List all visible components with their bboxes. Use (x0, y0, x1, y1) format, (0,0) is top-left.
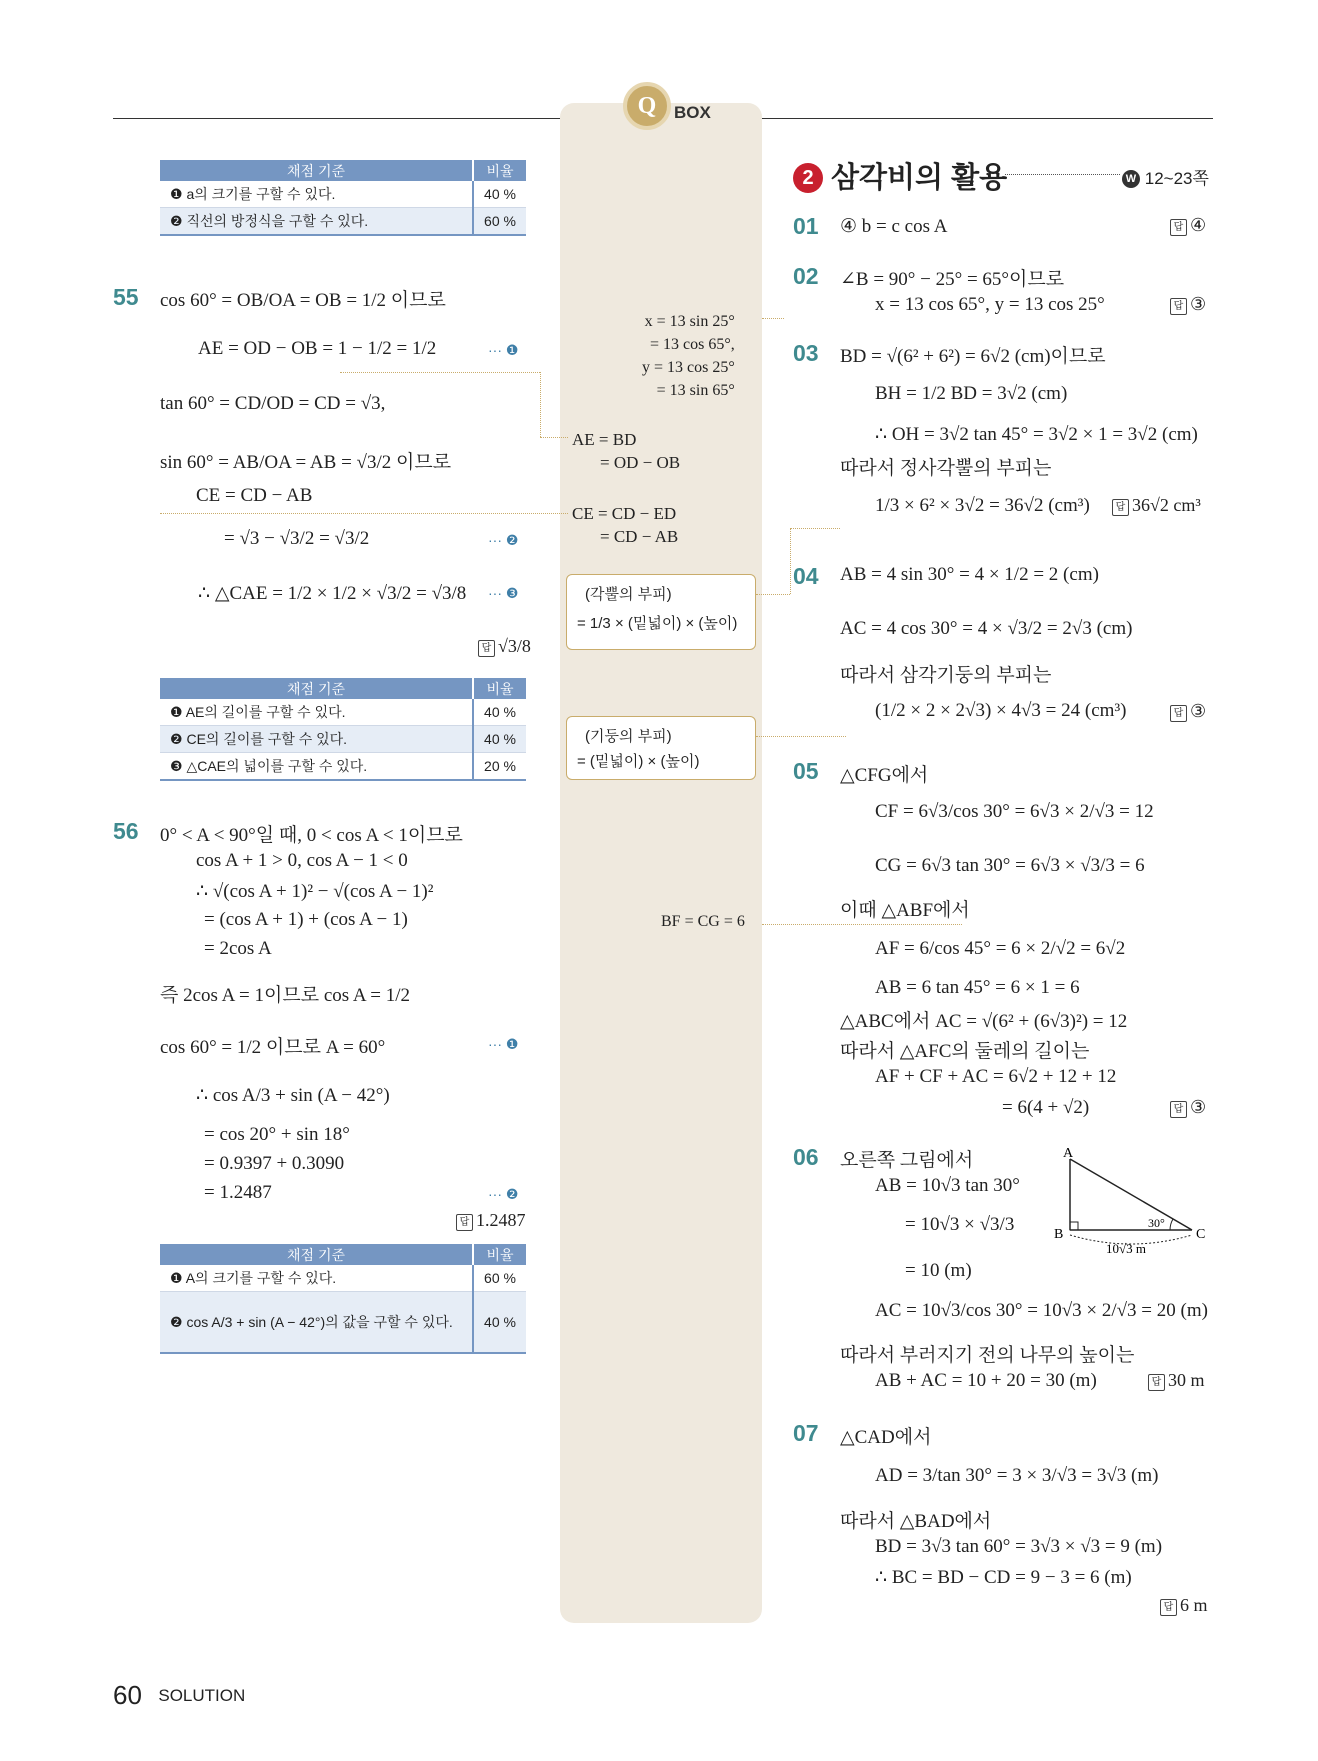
p56-line8: ∴ cos A/3 + sin (A − 42°) (196, 1085, 390, 1106)
rubric-table-55 (160, 678, 526, 781)
rubric-head-ratio: 비율 (473, 678, 526, 699)
q05-line10: = 6(4 + √2) (1002, 1097, 1090, 1118)
label-b: B (1054, 1227, 1064, 1242)
qbox-line: y = 13 cos 25° (642, 359, 735, 376)
q04-answer (1170, 701, 1206, 722)
p56-line3: ∴ √(cos A + 1)² − √(cos A − 1)² (196, 881, 434, 902)
rubric-text: CE의 길이를 구할 수 있다. (186, 731, 348, 747)
qbox-line: = 13 sin 65° (656, 382, 735, 399)
q07-answer (1160, 1595, 1208, 1616)
q04-line2: AC = 4 cos 30° = 4 × √3/2 = 2√3 (cm) (840, 618, 1133, 639)
q06-line2: AB = 10√3 tan 30° (875, 1175, 1020, 1196)
angle-arc (1170, 1219, 1173, 1230)
p56-answer (456, 1210, 526, 1231)
problem-number-55: 55 (113, 284, 139, 310)
q01-answer (1170, 215, 1206, 236)
qbox-note-1 (630, 310, 735, 402)
q06-number: 06 (793, 1144, 819, 1170)
q04-line4: (1/2 × 2 × 2√3) × 4√3 = 24 (cm³) (875, 700, 1127, 721)
connector (540, 372, 541, 437)
section-leader (1005, 174, 1120, 175)
answer-icon: 답 (1170, 705, 1187, 722)
p55-line4: sin 60° = AB/OA = AB = √3/2 이므로 (160, 452, 452, 473)
p55-line5: CE = CD − AB (196, 485, 313, 506)
qbox-line: = CD − AB (600, 527, 679, 546)
qbox-line: AE = BD (572, 430, 637, 449)
rubric-row (160, 1265, 473, 1292)
box-label: BOX (674, 103, 711, 122)
answer-icon: 답 (1170, 1101, 1187, 1118)
qbox-line: = 1/3 × (밑넓이) × (높이) (577, 615, 738, 632)
qbox-line: = OD − OB (600, 453, 681, 472)
label-a: A (1063, 1146, 1074, 1161)
rubric-ratio: 60 % (473, 208, 526, 236)
answer-icon: 답 (1170, 298, 1187, 315)
q07-number: 07 (793, 1420, 819, 1446)
q06-answer (1148, 1370, 1205, 1391)
p56-mark2: ··· ❷ (488, 1186, 519, 1202)
connector (790, 528, 791, 594)
rubric-head-ratio: 비율 (473, 160, 526, 181)
answer-value: 30 m (1168, 1370, 1205, 1390)
q03-line5: 1/3 × 6² × 3√2 = 36√2 (cm³) (875, 495, 1090, 516)
q05-answer (1170, 1097, 1206, 1118)
right-angle-mark (1070, 1222, 1078, 1230)
p56-line7: cos 60° = 1/2 이므로 A = 60° (160, 1037, 386, 1058)
rubric-head-ratio: 비율 (473, 1244, 526, 1265)
q07-line4: BD = 3√3 tan 60° = 3√3 × √3 = 9 (m) (875, 1536, 1163, 1557)
p56-line4: = (cos A + 1) + (cos A − 1) (204, 909, 408, 930)
connector (340, 372, 540, 373)
q01-text: ④ b = c cos A (840, 216, 948, 237)
qbox-line: (각뿔의 부피) (585, 586, 672, 603)
rubric-row (160, 1292, 473, 1354)
q03-line4: 따라서 정사각뿔의 부피는 (840, 458, 1052, 479)
q03-line2: BH = 1/2 BD = 3√2 (cm) (875, 383, 1068, 404)
answer-icon: 답 (1112, 499, 1129, 516)
q-badge: Q (623, 82, 671, 130)
rubric-ratio: 20 % (473, 753, 526, 781)
qbox-line: = (밑넓이) × (높이) (577, 753, 700, 770)
rubric-row (160, 208, 473, 236)
section-number: 2 (793, 163, 823, 193)
answer-icon: 답 (456, 1214, 473, 1231)
q05-line7: △ABC에서 AC = √(6² + (6√3)²) = 12 (840, 1011, 1128, 1032)
qbox-note-3 (572, 502, 678, 548)
answer-value: 6 m (1180, 1595, 1208, 1615)
qbox-line: = 13 cos 65°, (650, 336, 735, 353)
label-angle: 30° (1148, 1216, 1165, 1230)
answer-icon: 답 (478, 640, 495, 657)
rubric-mark: ❶ (170, 704, 183, 720)
q06-line6: 따라서 부러지기 전의 나무의 높이는 (840, 1345, 1135, 1366)
p55-line3: tan 60° = CD/OD = CD = √3, (160, 393, 386, 414)
rubric-mark: ❶ (170, 1270, 183, 1286)
p56-line2: cos A + 1 > 0, cos A − 1 < 0 (196, 850, 408, 871)
rubric-text: cos A/3 + sin (A − 42°)의 값을 구할 수 있다. (186, 1314, 453, 1330)
section-header (793, 155, 1007, 196)
q05-number: 05 (793, 758, 819, 784)
answer-icon: 답 (1170, 219, 1187, 236)
q05-line4: 이때 △ABF에서 (840, 900, 970, 921)
rubric-head-criteria: 채점 기준 (160, 678, 473, 699)
connector (762, 318, 784, 319)
p55-mark3: ··· ❸ (488, 585, 519, 601)
rubric-ratio: 40 % (473, 181, 526, 208)
q02-line1: ∠B = 90° − 25° = 65°이므로 (840, 269, 1065, 290)
page-number: 60 (113, 1680, 142, 1710)
rubric-ratio: 40 % (473, 699, 526, 726)
answer-value: ③ (1190, 294, 1207, 314)
q06-line4: = 10 (m) (905, 1260, 972, 1281)
p56-answer-value: 1.2487 (476, 1210, 526, 1230)
label-c: C (1196, 1227, 1206, 1242)
connector (756, 594, 790, 595)
p55-answer (478, 636, 531, 657)
qbox-prism-volume (566, 716, 756, 780)
w-badge-icon: W (1122, 170, 1140, 188)
p56-line11: = 1.2487 (204, 1182, 272, 1203)
q05-line9: AF + CF + AC = 6√2 + 12 + 12 (875, 1066, 1117, 1087)
page-footer (113, 1680, 245, 1711)
qbox-note-2 (572, 428, 680, 474)
q02-answer (1170, 294, 1206, 315)
q04-number: 04 (793, 563, 819, 589)
pages-text: 12~23쪽 (1144, 169, 1209, 188)
q06-line7: AB + AC = 10 + 20 = 30 (m) (875, 1370, 1097, 1391)
q02-number: 02 (793, 263, 819, 289)
rubric-ratio: 40 % (473, 726, 526, 753)
connector (790, 528, 840, 529)
rubric-mark: ❷ (170, 1314, 183, 1330)
p55-answer-value: √3/8 (498, 636, 531, 656)
rubric-text: AE의 길이를 구할 수 있다. (185, 704, 346, 720)
rubric-row (160, 753, 473, 781)
rubric-table-56 (160, 1244, 526, 1354)
q01-number: 01 (793, 213, 819, 239)
qbox-pyramid-volume (566, 574, 756, 650)
p55-line7: ∴ △CAE = 1/2 × 1/2 × √3/2 = √3/8 (198, 583, 467, 604)
q04-line3: 따라서 삼각기둥의 부피는 (840, 665, 1052, 686)
rubric-row (160, 181, 473, 208)
qbox-note-6: BF = CG = 6 (661, 913, 745, 930)
q06-line5: AC = 10√3/cos 30° = 10√3 × 2/√3 = 20 (m) (875, 1300, 1208, 1321)
q05-line1: △CFG에서 (840, 765, 929, 786)
connector (756, 736, 846, 737)
rubric-text: a의 크기를 구할 수 있다. (186, 186, 336, 202)
answer-value: ③ (1190, 701, 1207, 721)
q07-line3: 따라서 △BAD에서 (840, 1511, 992, 1532)
problem-number-56: 56 (113, 818, 139, 844)
p55-line6: = √3 − √3/2 = √3/2 (224, 528, 370, 549)
connector (160, 513, 568, 514)
qbox-line: CE = CD − ED (572, 504, 677, 523)
q05-line6: AB = 6 tan 45° = 6 × 1 = 6 (875, 977, 1080, 998)
q03-answer (1112, 495, 1201, 516)
q02-line2: x = 13 cos 65°, y = 13 cos 25° (875, 294, 1105, 315)
label-base: 10√3 m (1106, 1241, 1146, 1256)
p55-line2: AE = OD − OB = 1 − 1/2 = 1/2 (198, 338, 437, 359)
q05-line2: CF = 6√3/cos 30° = 6√3 × 2/√3 = 12 (875, 801, 1154, 822)
q03-line3: ∴ OH = 3√2 tan 45° = 3√2 × 1 = 3√2 (cm) (875, 424, 1198, 445)
rubric-mark: ❷ (170, 213, 183, 229)
side-ac (1070, 1159, 1192, 1230)
rubric-mark: ❶ (170, 186, 183, 202)
q05-line5: AF = 6/cos 45° = 6 × 2/√2 = 6√2 (875, 938, 1126, 959)
rubric-row (160, 726, 473, 753)
p56-line10: = 0.9397 + 0.3090 (204, 1153, 345, 1174)
p55-line1: cos 60° = OB/OA = OB = 1/2 이므로 (160, 290, 446, 311)
rubric-head-criteria: 채점 기준 (160, 160, 473, 181)
rubric-ratio: 60 % (473, 1265, 526, 1292)
answer-value: ③ (1190, 1097, 1207, 1117)
rubric-table-top (160, 160, 526, 236)
rubric-row (160, 699, 473, 726)
p56-line5: = 2cos A (204, 938, 272, 959)
p55-mark2: ··· ❷ (488, 532, 519, 548)
rubric-mark: ❸ (170, 758, 183, 774)
answer-icon: 답 (1160, 1599, 1177, 1616)
answer-value: ④ (1190, 215, 1207, 235)
rubric-text: △CAE의 넓이를 구할 수 있다. (186, 758, 368, 774)
connector (540, 437, 568, 438)
q06-line1: 오른쪽 그림에서 (840, 1150, 974, 1171)
p55-mark1: ··· ❶ (488, 342, 519, 358)
q04-line1: AB = 4 sin 30° = 4 × 1/2 = 2 (cm) (840, 564, 1099, 585)
q06-line3: = 10√3 × √3/3 (905, 1214, 1015, 1235)
p56-line9: = cos 20° + sin 18° (204, 1124, 350, 1145)
q07-line2: AD = 3/tan 30° = 3 × 3/√3 = 3√3 (m) (875, 1465, 1159, 1486)
q03-number: 03 (793, 340, 819, 366)
connector (762, 924, 962, 925)
q05-line3: CG = 6√3 tan 30° = 6√3 × √3/3 = 6 (875, 855, 1145, 876)
rubric-ratio: 40 % (473, 1292, 526, 1354)
q05-line8: 따라서 △AFC의 둘레의 길이는 (840, 1041, 1090, 1062)
answer-value: 36√2 cm³ (1132, 495, 1201, 515)
qbox-line: (기둥의 부피) (585, 728, 672, 745)
q07-line5: ∴ BC = BD − CD = 9 − 3 = 6 (m) (875, 1567, 1132, 1588)
section-pages (1122, 164, 1209, 189)
q03-line1: BD = √(6² + 6²) = 6√2 (cm)이므로 (840, 346, 1106, 367)
rubric-mark: ❷ (170, 731, 183, 747)
rubric-text: A의 크기를 구할 수 있다. (185, 1270, 337, 1286)
answer-icon: 답 (1148, 1374, 1165, 1391)
p56-line6: 즉 2cos A = 1이므로 cos A = 1/2 (160, 985, 411, 1006)
p56-mark1: ··· ❶ (488, 1036, 519, 1052)
q07-line1: △CAD에서 (840, 1427, 932, 1448)
rubric-head-criteria: 채점 기준 (160, 1244, 473, 1265)
qbox-line: x = 13 sin 25° (644, 313, 735, 330)
section-title: 삼각비의 활용 (831, 162, 1008, 194)
footer-label: SOLUTION (158, 1686, 246, 1705)
p56-line1: 0° < A < 90°일 때, 0 < cos A < 1이므로 (160, 825, 463, 846)
rubric-text: 직선의 방정식을 구할 수 있다. (186, 213, 369, 229)
tree-triangle-figure (1050, 1145, 1215, 1260)
